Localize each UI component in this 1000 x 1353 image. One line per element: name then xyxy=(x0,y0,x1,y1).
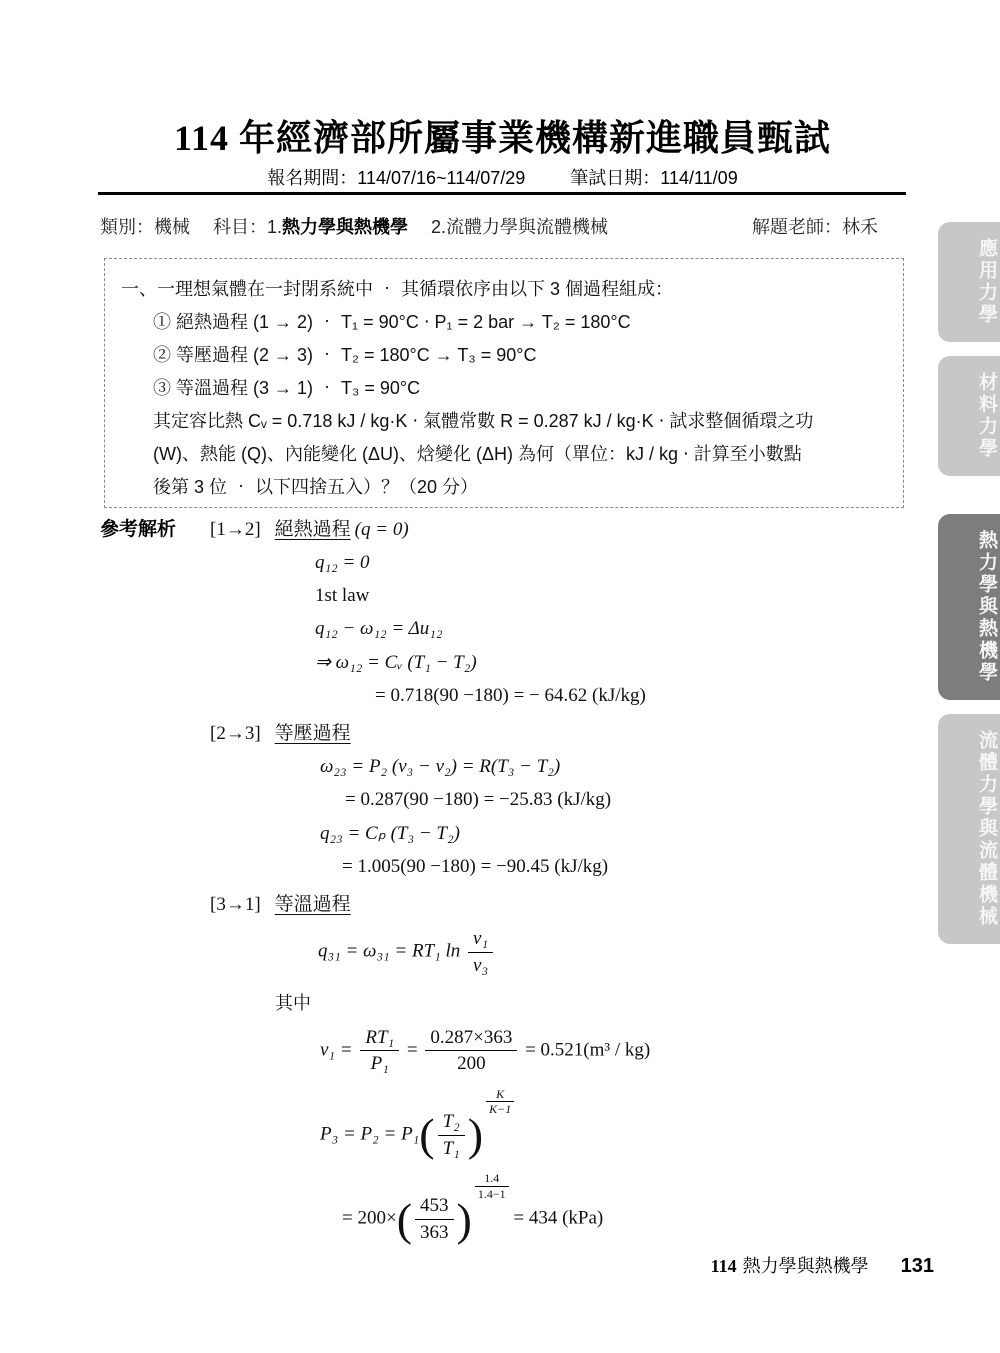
equation-line xyxy=(342,1171,910,1244)
fraction-denominator: 200 xyxy=(457,1053,486,1075)
equation-line xyxy=(342,856,910,878)
category-label: 類別：機械 xyxy=(100,217,190,237)
meta-line xyxy=(100,213,906,239)
step-tag: [1→2] xyxy=(210,519,261,540)
step-header xyxy=(210,889,910,916)
subject-tab-rail xyxy=(930,222,1000,944)
page-number: 131 xyxy=(900,1255,934,1277)
fraction-numerator: v₁ xyxy=(468,927,493,953)
equation-text: q₃₁ = ω₃₁ = RT₁ ln xyxy=(318,940,466,962)
fraction xyxy=(438,1110,465,1161)
equation-text: = xyxy=(402,1039,423,1061)
equation-text: 其中 xyxy=(275,992,311,1013)
page-footer xyxy=(711,1252,934,1278)
equation-line xyxy=(375,685,910,707)
step-header xyxy=(210,718,910,745)
question-line: ② 等壓過程 (2 → 3) ‧ T₂ = 180°C → T₃ = 90°C xyxy=(153,345,537,365)
step-header xyxy=(210,514,910,541)
equation-line xyxy=(315,552,910,574)
big-parenthesis: ( xyxy=(396,1193,413,1245)
equation-text: v₁ = xyxy=(320,1039,358,1061)
equation-line xyxy=(318,927,910,978)
equation-text: ω₂₃ = P₂ (v₃ − v₂) = R(T₃ − T₂) xyxy=(320,756,561,777)
sidebar-tab-2: 材料力學 xyxy=(938,356,1000,476)
exam-date: 筆試日期：114/11/09 xyxy=(570,168,738,188)
header-divider xyxy=(98,192,906,195)
exponent-fraction xyxy=(486,1087,514,1117)
exam-dates-line xyxy=(100,164,905,190)
big-parenthesis: ( xyxy=(419,1109,435,1161)
fraction-numerator: K xyxy=(486,1087,514,1102)
subject1-num: 1. xyxy=(267,217,283,237)
big-parenthesis: ) xyxy=(456,1193,472,1245)
step-tag: [3→1] xyxy=(210,894,261,915)
equation-text: q₁₂ = 0 xyxy=(315,552,370,573)
teacher-label: 解題老師：林禾 xyxy=(752,217,878,237)
equation-text: ⇒ ω₁₂ = Cᵥ (T₁ − T₂) xyxy=(315,652,477,673)
equation-text: = 0.521(m³ / kg) xyxy=(520,1039,651,1061)
solution-step xyxy=(100,514,910,707)
fraction-denominator: P₁ xyxy=(370,1053,389,1075)
sidebar-tab-4: 流體力學與流體機械 xyxy=(938,714,1000,944)
page-title: 114 年經濟部所屬事業機構新進職員甄試 xyxy=(173,118,831,158)
sidebar-tab-3: 熱力學與熱機學 xyxy=(938,514,1000,700)
solution-section xyxy=(100,514,910,1256)
equation-text: q₂₃ = Cₚ (T₃ − T₂) xyxy=(320,823,460,844)
question-line: ① 絕熱過程 (1 → 2) ‧ T₁ = 90°C ‧ P₁ = 2 bar → T₂ = 180°C xyxy=(153,312,631,332)
fraction-numerator: T₂ xyxy=(438,1110,465,1136)
equation-line xyxy=(275,989,910,1015)
equation-line xyxy=(315,651,910,674)
solution-heading: 參考解析 xyxy=(100,519,177,540)
exponent-fraction xyxy=(475,1171,509,1201)
solution-steps xyxy=(100,514,910,1245)
equation-line xyxy=(320,756,910,778)
question-line: 後第 3 位 ‧ 以下四捨五入）？（20 分） xyxy=(153,477,479,497)
step-process-label: 絕熱過程 xyxy=(274,519,351,540)
equation-line xyxy=(345,789,910,811)
fraction-numerator: RT₁ xyxy=(360,1026,399,1052)
equation-text: = 200× xyxy=(342,1207,397,1229)
question-line: ③ 等溫過程 (3 → 1) ‧ T₃ = 90°C xyxy=(153,378,421,398)
equation-line xyxy=(320,1087,910,1160)
fraction-denominator: v₃ xyxy=(473,954,489,976)
sidebar-tab-1: 應用力學 xyxy=(938,222,1000,342)
footer-year: 114 xyxy=(710,1256,737,1276)
fraction-denominator: 363 xyxy=(420,1221,449,1243)
equation-text: = 1.005(90 −180) = −90.45 (kJ/kg) xyxy=(342,856,609,877)
question-line: 一、一理想氣體在一封閉系統中 ‧ 其循環依序由以下 3 個過程組成： xyxy=(121,279,674,299)
equation-text: = 0.287(90 −180) = −25.83 (kJ/kg) xyxy=(345,789,612,810)
fraction xyxy=(415,1194,454,1245)
fraction-denominator: 1.4−1 xyxy=(477,1186,506,1201)
equation-text: P₃ = P₂ = P₁ xyxy=(320,1123,420,1145)
subject2-name: 流體力學與流體機械 xyxy=(446,217,609,237)
solution-step xyxy=(100,889,910,1245)
question-box xyxy=(104,258,904,508)
solution-step xyxy=(100,718,910,878)
equation-line xyxy=(315,585,910,607)
fraction xyxy=(468,927,493,978)
step-tag: [2→3] xyxy=(210,723,261,744)
subject-label: 科目： xyxy=(213,217,268,237)
step-process-label: 等溫過程 xyxy=(274,894,351,915)
footer-subject: 熱力學與熱機學 xyxy=(742,1256,869,1276)
question-line: (W)、熱能 (Q)、內能變化 (ΔU)、焓變化 (ΔH) 為何（單位：kJ / kg ‧ 計算至小數點 xyxy=(153,444,802,464)
fraction xyxy=(360,1026,399,1077)
fraction-numerator: 1.4 xyxy=(475,1171,509,1186)
equation-text: = 434 (kPa) xyxy=(508,1207,604,1229)
equation-line xyxy=(320,822,910,845)
step-condition: (q = 0) xyxy=(354,519,409,540)
big-parenthesis: ) xyxy=(467,1109,484,1161)
fraction xyxy=(425,1026,517,1077)
equation-text: 1st law xyxy=(315,585,370,606)
fraction-denominator: T₁ xyxy=(442,1137,460,1159)
equation-line xyxy=(320,1026,910,1077)
fraction-numerator: 0.287×363 xyxy=(425,1026,517,1052)
step-process-label: 等壓過程 xyxy=(274,723,351,744)
report-period: 報名期間：114/07/16~114/07/29 xyxy=(267,168,526,188)
equation-line xyxy=(315,618,910,640)
subject2-num: 2. xyxy=(431,217,447,237)
fraction-denominator: K−1 xyxy=(489,1102,512,1117)
question-line: 其定容比熱 Cᵥ = 0.718 kJ / kg·K ‧ 氣體常數 R = 0.287 kJ / kg·K ‧ 試求整個循環之功 xyxy=(153,411,814,431)
subject1-name: 熱力學與熱機學 xyxy=(282,217,409,237)
fraction-numerator: 453 xyxy=(415,1194,454,1220)
equation-text: q₁₂ − ω₁₂ = Δu₁₂ xyxy=(315,618,443,639)
equation-text: = 0.718(90 −180) = − 64.62 (kJ/kg) xyxy=(375,685,646,706)
category-subjects xyxy=(100,213,608,239)
